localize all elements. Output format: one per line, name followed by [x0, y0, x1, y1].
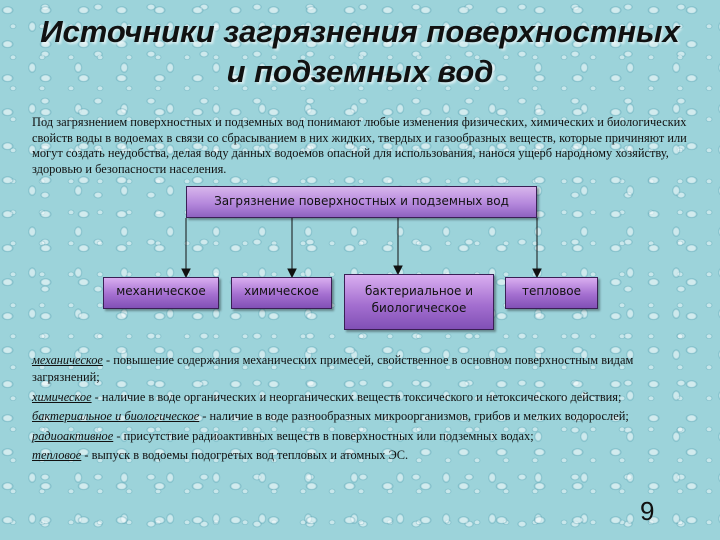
definition-item	[32, 352, 697, 386]
definition-text: - наличие в воде разнообразных микроорганизмов, грибов и мелких водорослей;	[199, 409, 629, 424]
definitions-list	[32, 352, 697, 467]
arrowhead-thermal	[533, 269, 541, 277]
title-line-1: Источники загрязнения поверхностных	[40, 14, 680, 49]
definition-text: - наличие в воде органических и неорганических веществ токсического и нетоксического действия;	[91, 389, 622, 404]
definition-item	[32, 408, 697, 425]
diagram-box-mechanical: механическое	[103, 277, 219, 309]
definition-item	[32, 447, 697, 464]
definition-item	[32, 389, 697, 406]
intro-paragraph: Под загрязнением поверхностных и подземных вод понимают любые изменения физических, химических и биологических свойств воды в водоемах в связи со сбрасыванием в них жидких, твердых и газообразных веществ, которые причиняют или могут создать неудобства, делая воду данных водоемов опасной для использования, нанося ущерб народному хозяйству, здоровью и безопасности населения.	[32, 115, 687, 176]
arrowhead-mechanical	[182, 269, 190, 277]
definition-term: химическое	[32, 389, 92, 404]
diagram-box-biological: бактериальное и биологическое	[344, 274, 494, 330]
definition-text: - выпуск в водоемы подогретых вод тепловых и атомных ЭС.	[81, 448, 409, 463]
diagram-root-box: Загрязнение поверхностных и подземных вод	[186, 186, 537, 218]
definition-term: радиоактивное	[32, 428, 114, 443]
definition-text: - присутствие радиоактивных веществ в поверхностных или подземных водах;	[113, 428, 534, 443]
arrowhead-chemical	[288, 269, 296, 277]
definition-term: тепловое	[32, 448, 82, 463]
page-number: 9	[640, 496, 655, 526]
title-line-2: и подземных вод	[226, 54, 494, 89]
definition-item	[32, 428, 697, 445]
diagram-box-thermal: тепловое	[505, 277, 598, 309]
arrowhead-biological	[394, 266, 402, 274]
definition-text: - повышение содержания механических примесей, свойственное в основном поверхностным видам загрязнений;	[32, 353, 634, 384]
definition-term: бактериальное и биологическое	[32, 409, 200, 424]
diagram-box-chemical: химическое	[231, 277, 332, 309]
definition-term: механическое	[32, 353, 103, 367]
